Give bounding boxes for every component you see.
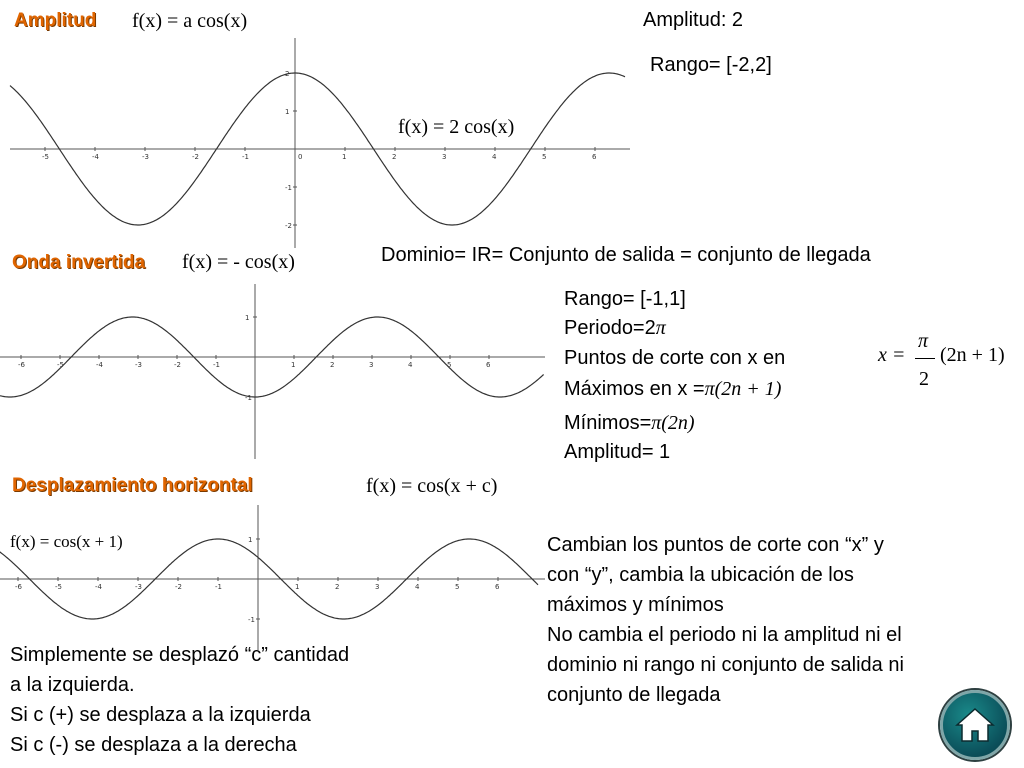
curve-label-2cos: f(x) = 2 cos(x) (398, 116, 515, 138)
explanation-line: máximos y mínimos (547, 594, 724, 616)
x-tick-label: 5 (447, 361, 452, 369)
zeros-label: Puntos de corte con x en (564, 347, 786, 369)
y-tick-label: 2 (285, 70, 290, 78)
x-tick-label: -3 (135, 583, 142, 591)
x-tick-label: 4 (415, 583, 420, 591)
fraction-bar (915, 358, 935, 359)
x-tick-label: -3 (135, 361, 142, 369)
explanation-line: Cambian los puntos de corte con “x” y (547, 534, 884, 556)
graph-onda-invertida (0, 284, 545, 459)
x-tick-label: 1 (291, 361, 296, 369)
x-tick-label: -2 (175, 583, 182, 591)
note-line: Si c (-) se desplaza a la derecha (10, 734, 297, 756)
x-tick-label: 5 (542, 153, 547, 161)
explanation-line: No cambia el periodo ni la amplitud ni el (547, 624, 902, 646)
domain-text: Dominio= IR= Conjunto de salida = conjunto de llegada (381, 244, 871, 266)
min-text (564, 408, 695, 438)
x-tick-label: 1 (295, 583, 300, 591)
home-icon (955, 705, 995, 745)
graph-amplitud (10, 38, 630, 248)
note-line: a la izquierda. (10, 674, 135, 696)
x-tick-label: 3 (375, 583, 380, 591)
x-tick-label: 6 (592, 153, 597, 161)
zeros-formula-lhs: x = (878, 344, 906, 366)
y-tick-label: -2 (285, 222, 292, 230)
note-line: Si c (+) se desplaza a la izquierda (10, 704, 311, 726)
x-tick-label: -1 (215, 583, 222, 591)
zeros-formula-num: π (918, 330, 929, 352)
x-tick-label: -4 (96, 361, 103, 369)
explanation-block (547, 530, 904, 710)
formula-onda-invertida: f(x) = - cos(x) (182, 251, 295, 273)
zeros-formula-rhs: (2n + 1) (940, 344, 1005, 366)
home-button[interactable] (940, 690, 1010, 760)
curve-label-shift: f(x) = cos(x + 1) (10, 532, 123, 551)
x-tick-label: 6 (495, 583, 500, 591)
y-tick-label: -1 (285, 184, 292, 192)
y-tick-label: 1 (248, 536, 253, 544)
max-label: Máximos en x = (564, 378, 705, 400)
zeros-formula-den: 2 (919, 368, 929, 390)
x-tick-label: 3 (369, 361, 374, 369)
explanation-line: dominio ni rango ni conjunto de salida ni (547, 654, 904, 676)
note-line: Simplemente se desplazó “c” cantidad (10, 644, 350, 666)
formula-amplitud: f(x) = a cos(x) (132, 10, 248, 32)
max-text (564, 374, 781, 404)
x-tick-label: -1 (213, 361, 220, 369)
range-text-2: Rango= [-1,1] (564, 288, 686, 310)
pi-symbol: π (655, 317, 666, 339)
min-label: Mínimos= (564, 412, 652, 434)
x-tick-label: 4 (492, 153, 497, 161)
x-tick-label: -5 (42, 153, 49, 161)
max-formula: π(2n + 1) (704, 378, 782, 400)
x-tick-label: 2 (392, 153, 397, 161)
x-tick-label: 0 (298, 153, 303, 161)
x-tick-label: 4 (408, 361, 413, 369)
explanation-line: con “y”, cambia la ubicación de los (547, 564, 854, 586)
period-label: Periodo=2 (564, 317, 656, 339)
range-value: Rango= [-2,2] (650, 54, 772, 76)
x-tick-label: -2 (174, 361, 181, 369)
x-tick-label: 6 (486, 361, 491, 369)
x-tick-label: -1 (242, 153, 249, 161)
x-tick-label: -6 (18, 361, 25, 369)
amplitude-value: Amplitud: 2 (643, 9, 744, 31)
x-tick-label: -2 (192, 153, 199, 161)
heading-desplazamiento: Desplazamiento horizontal (12, 475, 253, 496)
x-tick-label: -5 (57, 361, 64, 369)
formula-desplazamiento: f(x) = cos(x + c) (366, 475, 498, 497)
x-tick-label: 2 (335, 583, 340, 591)
x-tick-label: 1 (342, 153, 347, 161)
y-tick-label: 1 (285, 108, 290, 116)
period-text (564, 313, 666, 343)
x-tick-label: -4 (92, 153, 99, 161)
y-tick-label: -1 (248, 616, 255, 624)
x-tick-label: -6 (15, 583, 22, 591)
explanation-line: conjunto de llegada (547, 684, 721, 706)
x-tick-label: -3 (142, 153, 149, 161)
note-block (10, 640, 349, 760)
x-tick-label: -5 (55, 583, 62, 591)
y-tick-label: 1 (245, 314, 250, 322)
min-formula: π(2n) (651, 412, 695, 434)
heading-onda-invertida: Onda invertida (12, 252, 146, 273)
x-tick-label: 5 (455, 583, 460, 591)
x-tick-label: 2 (330, 361, 335, 369)
heading-amplitud: Amplitud (14, 10, 97, 31)
x-tick-label: -4 (95, 583, 102, 591)
y-tick-label: -1 (245, 394, 252, 402)
amplitude-text-2: Amplitud= 1 (564, 441, 671, 463)
graph-desplazamiento (0, 505, 545, 650)
x-tick-label: 3 (442, 153, 447, 161)
